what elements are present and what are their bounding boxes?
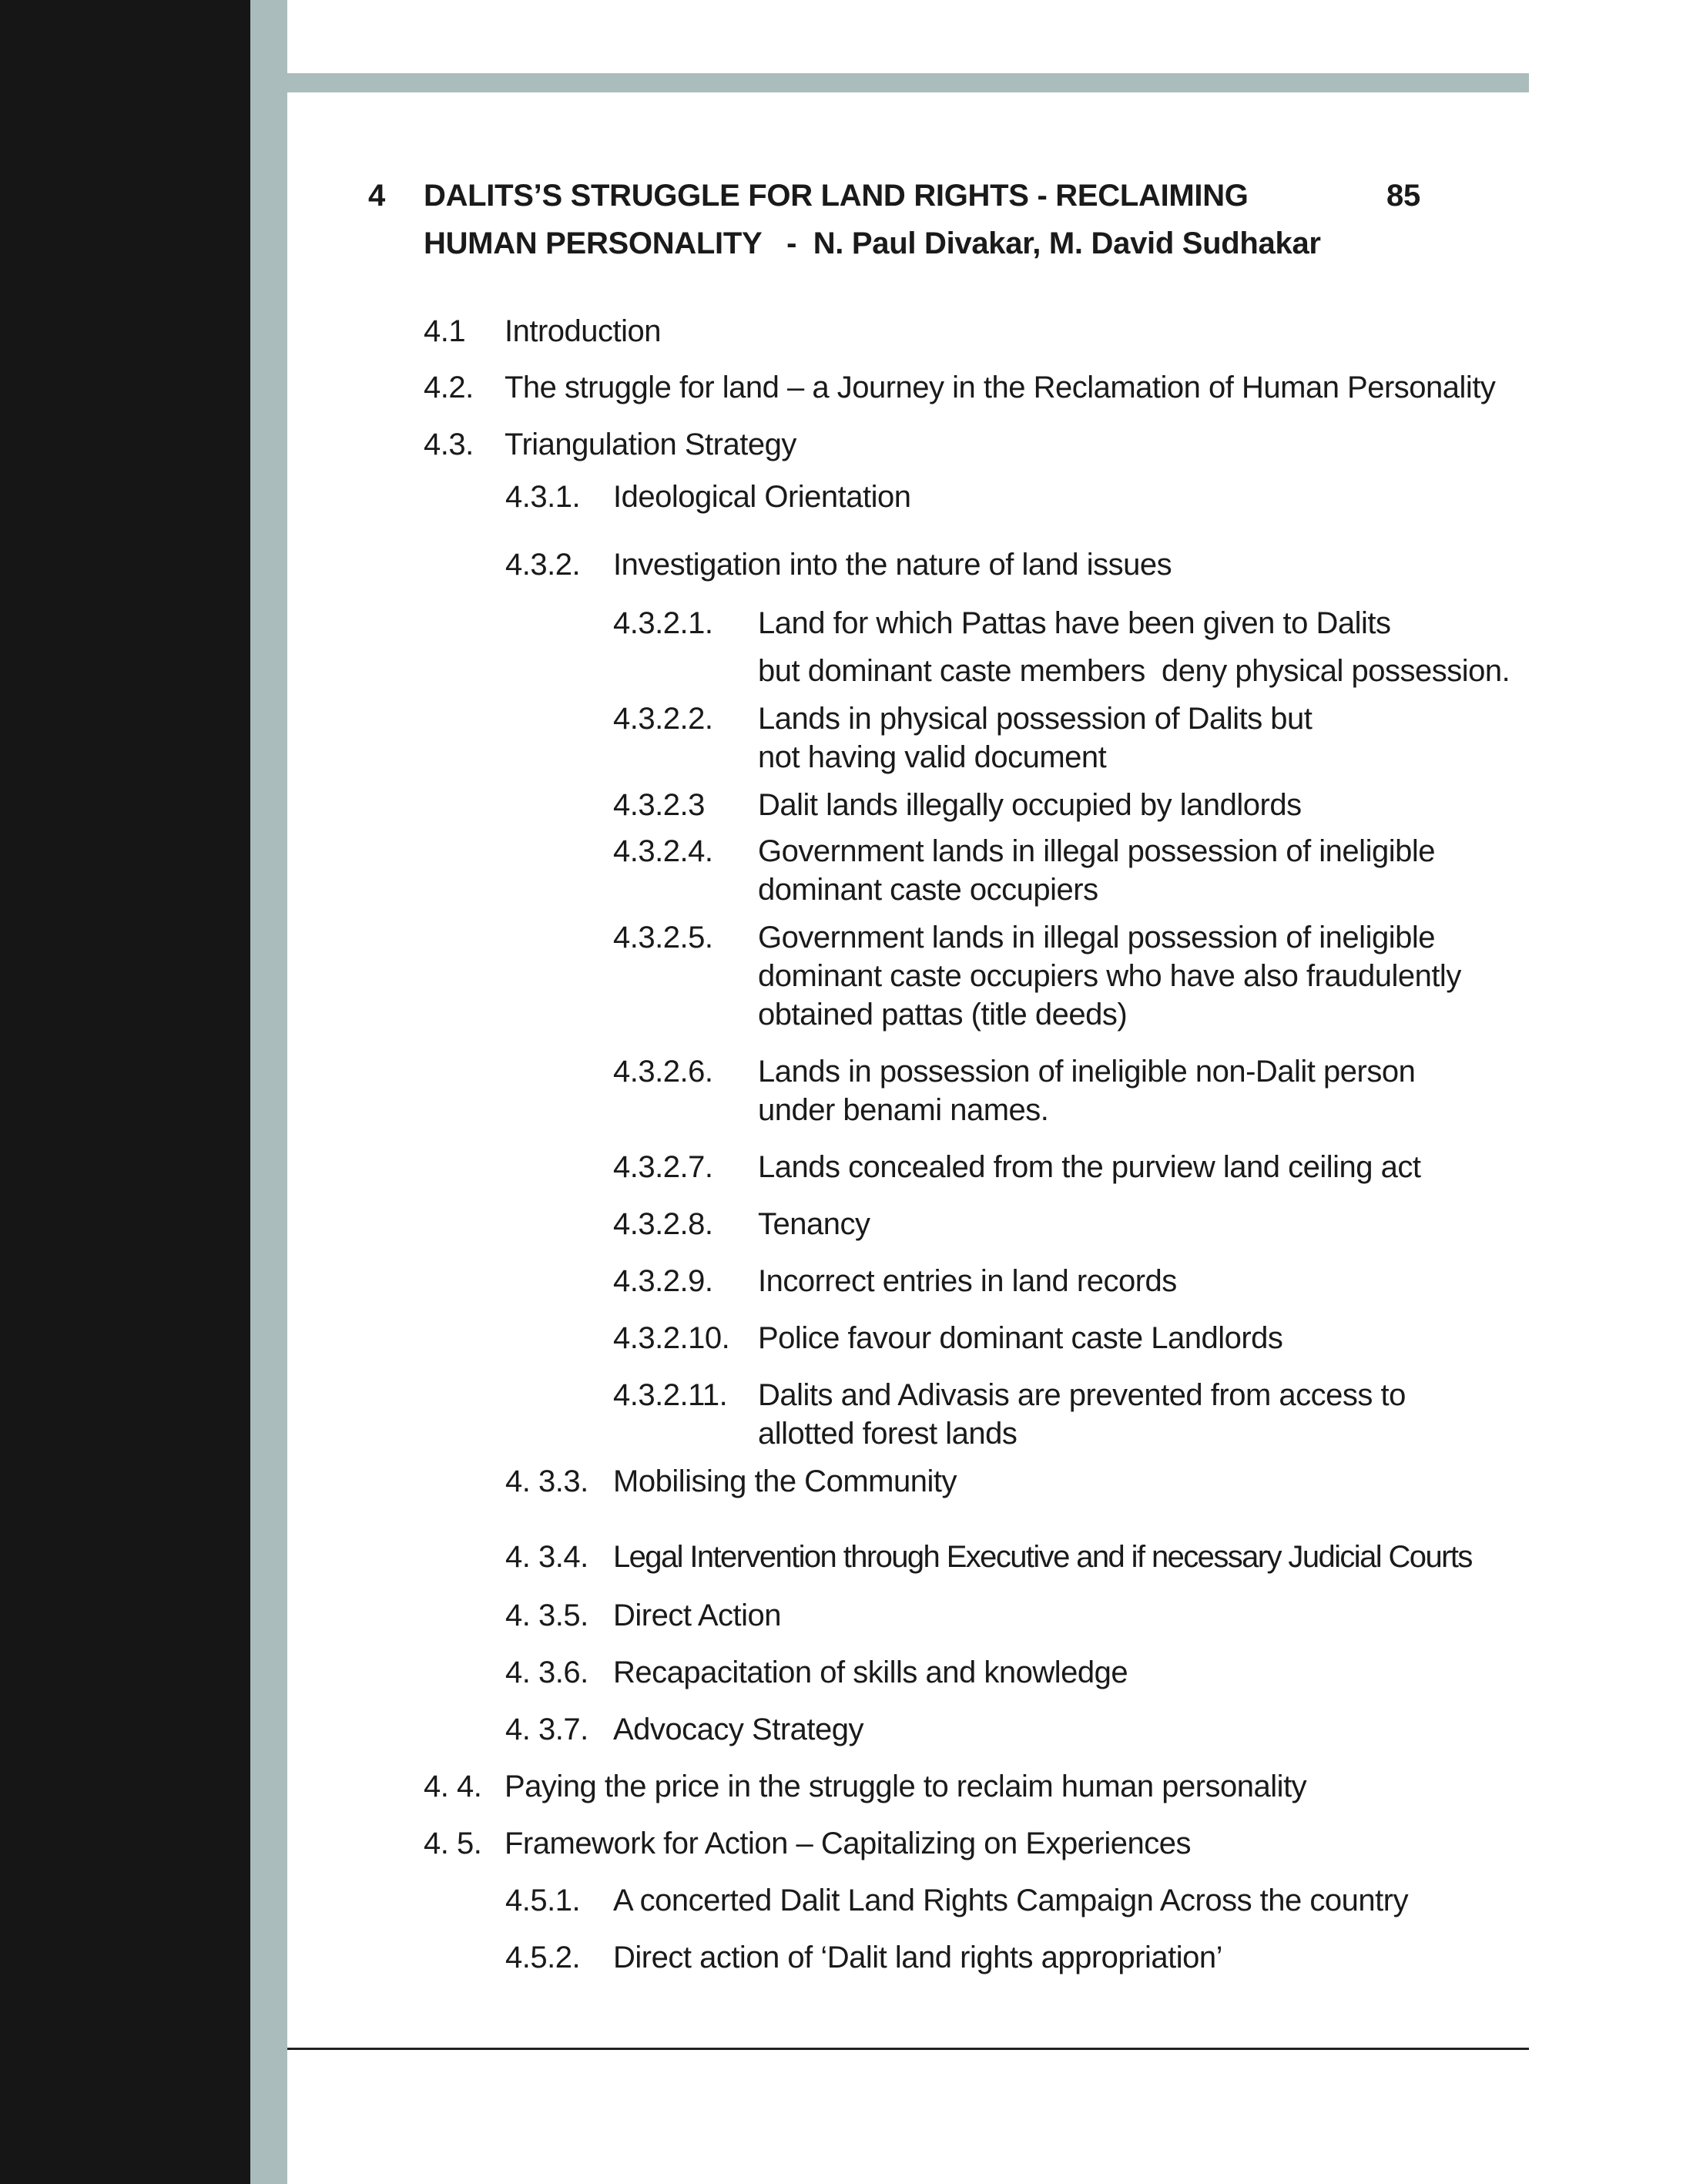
toc-entry-title: Dalits and Adivasis are prevented from access to <box>758 1378 1406 1412</box>
toc-entry-title: Mobilising the Community <box>613 1464 957 1498</box>
toc-entry-number: 4. 3.5. <box>505 1599 588 1632</box>
left-grey-stripe <box>250 0 287 2184</box>
toc-entry-title: Government lands in illegal possession of ineligible <box>758 834 1435 868</box>
toc-entry-number: 4.5.2. <box>505 1941 581 1974</box>
toc-entry-continuation: not having valid document <box>758 740 1107 774</box>
toc-entry-number: 4.3.2.8. <box>613 1207 713 1241</box>
toc-entry-title: Advocacy Strategy <box>613 1713 863 1746</box>
toc-entry-continuation: but dominant caste members deny physical possession. <box>758 654 1510 688</box>
toc-entry-number: 4. 3.7. <box>505 1713 588 1746</box>
toc-entry-number: 4.5.1. <box>505 1884 581 1917</box>
toc-entry-title: Direct action of ‘Dalit land rights appropriation’ <box>613 1941 1222 1974</box>
toc-entry-title: Direct Action <box>613 1599 782 1632</box>
toc-entry-number: 4.3.2.5. <box>613 921 713 954</box>
toc-entry-number: 4.1 <box>424 314 466 348</box>
toc-entry-title: Recapacitation of skills and knowledge <box>613 1656 1128 1689</box>
toc-entry-title: Lands concealed from the purview land ceiling act <box>758 1150 1421 1184</box>
toc-entry-title: A concerted Dalit Land Rights Campaign Across the country <box>613 1884 1409 1917</box>
toc-entry-number: 4.3.1. <box>505 480 581 514</box>
toc-entry-number: 4. 3.4. <box>505 1540 588 1574</box>
toc-entry-number: 4. 3.3. <box>505 1464 588 1498</box>
toc-entry-title: Government lands in illegal possession of ineligible <box>758 921 1435 954</box>
toc-entry-title: Police favour dominant caste Landlords <box>758 1321 1283 1355</box>
chapter-title-line2: HUMAN PERSONALITY - N. Paul Divakar, M. David Sudhakar <box>424 226 1321 260</box>
toc-entry-number: 4.3.2.4. <box>613 834 713 868</box>
toc-entry-title: Introduction <box>505 314 662 348</box>
toc-entry-title: Lands in physical possession of Dalits but <box>758 702 1313 736</box>
toc-entry-title: Triangulation Strategy <box>505 428 796 461</box>
toc-entry-continuation: allotted forest lands <box>758 1417 1018 1451</box>
toc-entry-number: 4.3. <box>424 428 474 461</box>
top-header-rule <box>287 73 1529 92</box>
toc-entry-title: Tenancy <box>758 1207 870 1241</box>
toc-entry-title: Investigation into the nature of land issues <box>613 548 1172 582</box>
toc-entry-number: 4.3.2.9. <box>613 1264 713 1298</box>
toc-entry-number: 4.2. <box>424 371 474 404</box>
toc-entry-number: 4. 3.6. <box>505 1656 588 1689</box>
toc-entry-number: 4.3.2.1. <box>613 606 713 640</box>
bottom-footer-rule <box>287 2048 1529 2050</box>
left-black-margin <box>0 0 250 2184</box>
toc-entry-title: Land for which Pattas have been given to Dalits <box>758 606 1391 640</box>
chapter-number: 4 <box>368 179 385 213</box>
toc-entry-number: 4.3.2.10. <box>613 1321 730 1355</box>
toc-entry-title: Framework for Action – Capitalizing on Experiences <box>505 1827 1191 1860</box>
toc-entry-title: Paying the price in the struggle to reclaim human personality <box>505 1770 1307 1803</box>
toc-entry-number: 4.3.2.3 <box>613 788 705 822</box>
toc-entry-number: 4.3.2.2. <box>613 702 713 736</box>
toc-entry-number: 4.3.2.11. <box>613 1378 728 1412</box>
toc-entry-number: 4. 5. <box>424 1827 482 1860</box>
toc-entry-number: 4. 4. <box>424 1770 482 1803</box>
toc-entry-number: 4.3.2.6. <box>613 1055 713 1089</box>
toc-entry-title: Ideological Orientation <box>613 480 911 514</box>
toc-entry-title: The struggle for land – a Journey in the Reclamation of Human Personality <box>505 371 1496 404</box>
toc-entry-title: Lands in possession of ineligible non-Dalit person <box>758 1055 1416 1089</box>
toc-entry-number: 4.3.2. <box>505 548 581 582</box>
toc-entry-title: Incorrect entries in land records <box>758 1264 1177 1298</box>
toc-entry-continuation: dominant caste occupiers who have also fraudulently <box>758 959 1461 993</box>
toc-entry-continuation: dominant caste occupiers <box>758 873 1098 907</box>
toc-entry-title: Dalit lands illegally occupied by landlords <box>758 788 1302 822</box>
toc-entry-title: Legal Intervention through Executive and if necessary Judicial Courts <box>613 1540 1472 1574</box>
toc-entry-number: 4.3.2.7. <box>613 1150 713 1184</box>
chapter-title-line1: DALITS’S STRUGGLE FOR LAND RIGHTS - RECLAIMING <box>424 179 1249 213</box>
chapter-page-number: 85 <box>1386 179 1420 213</box>
toc-entry-continuation: obtained pattas (title deeds) <box>758 998 1128 1032</box>
toc-entry-continuation: under benami names. <box>758 1093 1049 1127</box>
